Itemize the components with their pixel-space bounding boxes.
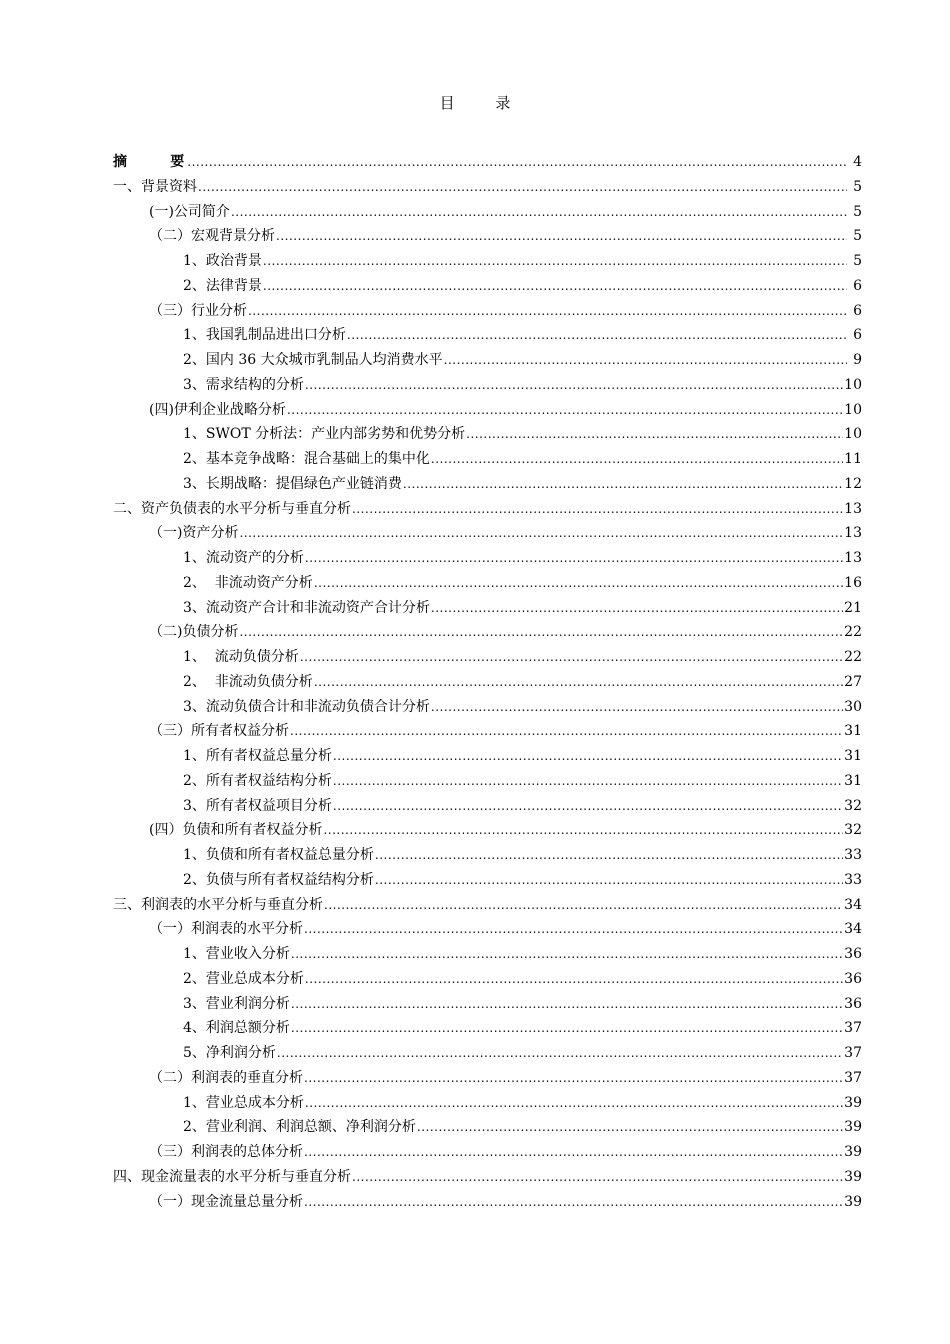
toc-entry-page-number: 13 xyxy=(844,550,862,566)
toc-entry[interactable] xyxy=(113,546,862,571)
toc-entry-label: (四）负债和所有者权益分析 xyxy=(149,822,323,839)
table-of-contents xyxy=(113,150,862,1214)
toc-entry-page-number: 21 xyxy=(844,599,862,616)
toc-dot-leader xyxy=(305,373,843,398)
toc-entry[interactable] xyxy=(113,794,862,819)
toc-entry-label: 1、政治背景 xyxy=(183,253,262,269)
toc-dot-leader xyxy=(304,1066,843,1091)
toc-entry-page-number: 27 xyxy=(844,673,862,690)
toc-dot-leader xyxy=(431,596,843,621)
toc-dot-leader xyxy=(291,942,843,967)
toc-dot-leader xyxy=(276,224,847,249)
toc-entry-label: 2、营业利润、利润总额、净利润分析 xyxy=(183,1119,416,1136)
toc-dot-leader xyxy=(263,249,847,274)
toc-entry-label: 2、基本竞争战略：混合基础上的集中化 xyxy=(183,451,430,467)
toc-dot-leader xyxy=(305,967,843,992)
toc-entry[interactable] xyxy=(113,620,862,645)
toc-entry-label: （二）宏观背景分析 xyxy=(149,228,275,245)
toc-entry[interactable] xyxy=(113,1115,862,1140)
toc-entry-label: 4、利润总额分析 xyxy=(183,1020,290,1037)
toc-entry-label: 2、负债与所有者权益结构分析 xyxy=(183,871,374,888)
toc-entry-label: （三）所有者权益分析 xyxy=(149,723,289,740)
toc-entry-page-number: 12 xyxy=(844,475,862,492)
toc-entry-label: （一)资产分析 xyxy=(149,525,239,542)
toc-dot-leader xyxy=(239,620,843,645)
toc-dot-leader xyxy=(375,868,843,893)
toc-entry-label: 1、营业收入分析 xyxy=(183,946,290,962)
toc-entry-label: 1、负债和所有者权益总量分析 xyxy=(183,847,374,863)
toc-entry-page-number: 34 xyxy=(844,921,862,938)
toc-entry-page-number: 5 xyxy=(853,253,862,269)
toc-entry[interactable] xyxy=(113,521,862,546)
toc-entry[interactable] xyxy=(113,249,862,274)
toc-entry-label: （二)负债分析 xyxy=(149,624,239,641)
toc-entry-page-number: 31 xyxy=(844,723,862,740)
toc-entry-page-number: 39 xyxy=(844,1119,862,1136)
toc-entry-page-number: 5 xyxy=(853,178,862,195)
toc-entry-page-number: 36 xyxy=(844,995,862,1012)
toc-entry[interactable] xyxy=(113,224,862,249)
toc-dot-leader xyxy=(300,645,843,670)
toc-dot-leader xyxy=(263,274,847,299)
toc-entry-page-number: 33 xyxy=(844,871,862,888)
toc-entry-label: 3、流动负债合计和非流动负债合计分析 xyxy=(183,698,430,715)
toc-entry-page-number: 10 xyxy=(844,426,862,443)
toc-entry-page-number: 37 xyxy=(844,1045,862,1061)
toc-entry-label: （一）利润表的水平分析 xyxy=(149,921,303,938)
toc-dot-leader xyxy=(444,348,847,373)
toc-entry-page-number: 32 xyxy=(844,822,862,839)
toc-entry-page-number: 5 xyxy=(853,203,862,220)
toc-entry-label: 3、需求结构的分析 xyxy=(183,376,304,393)
toc-entry[interactable] xyxy=(113,695,862,720)
toc-entry[interactable] xyxy=(113,323,862,348)
toc-entry-label: (一)公司简介 xyxy=(149,203,230,220)
toc-entry-page-number: 10 xyxy=(844,376,862,393)
toc-entry-page-number: 32 xyxy=(844,797,862,814)
toc-dot-leader xyxy=(231,200,847,225)
toc-entry-page-number: 39 xyxy=(844,1144,862,1160)
toc-dot-leader xyxy=(304,917,843,942)
toc-entry[interactable] xyxy=(113,942,862,967)
toc-entry-label: 1、营业总成本分析 xyxy=(183,1094,304,1111)
toc-entry-label: 2、所有者权益结构分析 xyxy=(183,772,332,789)
toc-entry-label: (四)伊利企业战略分析 xyxy=(149,401,286,418)
toc-dot-leader xyxy=(323,818,843,843)
toc-entry-page-number: 36 xyxy=(844,970,862,987)
toc-entry-page-number: 13 xyxy=(844,525,862,542)
toc-entry[interactable] xyxy=(113,1091,862,1116)
toc-entry-label: （三）行业分析 xyxy=(149,302,247,319)
toc-entry-page-number: 30 xyxy=(844,698,862,715)
toc-dot-leader xyxy=(290,719,843,744)
toc-dot-leader xyxy=(352,497,843,522)
toc-entry[interactable] xyxy=(113,670,862,695)
toc-entry[interactable] xyxy=(113,373,862,398)
toc-entry[interactable] xyxy=(113,299,862,324)
toc-entry-label: 1、我国乳制品进出口分析 xyxy=(183,327,346,344)
toc-dot-leader xyxy=(305,546,843,571)
toc-entry[interactable] xyxy=(113,596,862,621)
toc-entry-page-number: 9 xyxy=(853,352,862,368)
toc-entry-label: 3、营业利润分析 xyxy=(183,995,290,1012)
toc-entry-label: 2、 非流动资产分析 xyxy=(183,574,313,591)
toc-dot-leader xyxy=(417,1115,843,1140)
toc-dot-leader xyxy=(431,447,843,472)
toc-entry-page-number: 31 xyxy=(844,772,862,789)
toc-dot-leader xyxy=(304,1190,843,1215)
toc-entry[interactable] xyxy=(113,1016,862,1041)
toc-entry[interactable] xyxy=(113,175,862,200)
toc-dot-leader xyxy=(287,398,843,423)
toc-entry[interactable] xyxy=(113,472,862,497)
toc-entry-label: 2、营业总成本分析 xyxy=(183,970,304,987)
toc-dot-leader xyxy=(352,1165,843,1190)
toc-entry-page-number: 31 xyxy=(844,748,862,764)
toc-entry-label: 3、长期战略：提倡绿色产业链消费 xyxy=(183,475,402,492)
toc-entry-page-number: 39 xyxy=(844,1168,862,1185)
toc-entry-page-number: 11 xyxy=(844,451,862,467)
toc-entry-page-number: 39 xyxy=(844,1094,862,1111)
toc-dot-leader xyxy=(187,150,847,175)
toc-dot-leader xyxy=(277,1041,843,1066)
toc-entry-label: 3、所有者权益项目分析 xyxy=(183,797,332,814)
toc-entry[interactable] xyxy=(113,447,862,472)
page-title: 目 录 xyxy=(439,94,529,112)
toc-entry-label: 2、法律背景 xyxy=(183,277,262,294)
toc-entry-page-number: 34 xyxy=(844,896,862,913)
toc-entry[interactable] xyxy=(113,1165,862,1190)
toc-entry-label: 摘 要 xyxy=(113,154,187,170)
toc-entry[interactable] xyxy=(113,769,862,794)
toc-entry-label: 1、 流动负债分析 xyxy=(183,649,299,665)
toc-entry-label: 3、流动资产合计和非流动资产合计分析 xyxy=(183,599,430,616)
toc-entry-page-number: 22 xyxy=(844,624,862,641)
toc-entry-page-number: 4 xyxy=(853,154,862,170)
toc-entry-page-number: 5 xyxy=(853,228,862,245)
toc-entry-label: 1、SWOT 分析法：产业内部劣势和优势分析 xyxy=(183,426,466,443)
toc-entry-label: 2、国内 36 大众城市乳制品人均消费水平 xyxy=(183,352,443,368)
toc-dot-leader xyxy=(347,323,847,348)
toc-entry-page-number: 39 xyxy=(844,1193,862,1210)
toc-entry-page-number: 37 xyxy=(844,1069,862,1086)
toc-entry[interactable] xyxy=(113,818,862,843)
toc-dot-leader xyxy=(291,992,843,1017)
toc-entry-page-number: 6 xyxy=(853,302,862,319)
toc-dot-leader xyxy=(324,893,843,918)
toc-entry-page-number: 16 xyxy=(844,574,862,591)
toc-entry[interactable] xyxy=(113,200,862,225)
toc-entry[interactable] xyxy=(113,274,862,299)
toc-dot-leader xyxy=(466,422,843,447)
toc-entry[interactable] xyxy=(113,1041,862,1066)
toc-entry-label: 一、背景资料 xyxy=(113,178,197,195)
toc-entry[interactable] xyxy=(113,422,862,447)
toc-entry-page-number: 22 xyxy=(844,649,862,665)
toc-entry[interactable] xyxy=(113,571,862,596)
toc-entry[interactable] xyxy=(113,1190,862,1215)
toc-dot-leader xyxy=(375,843,843,868)
toc-entry-page-number: 6 xyxy=(853,327,862,344)
toc-entry-page-number: 10 xyxy=(844,401,862,418)
toc-entry-label: （二）利润表的垂直分析 xyxy=(149,1069,303,1086)
toc-entry-page-number: 13 xyxy=(844,500,862,517)
toc-entry-label: 2、 非流动负债分析 xyxy=(183,673,313,690)
toc-entry[interactable] xyxy=(113,150,862,175)
toc-entry[interactable] xyxy=(113,967,862,992)
toc-entry-page-number: 33 xyxy=(844,847,862,863)
toc-entry[interactable] xyxy=(113,744,862,769)
toc-dot-leader xyxy=(304,1140,843,1165)
toc-dot-leader xyxy=(198,175,847,200)
toc-entry-label: （一）现金流量总量分析 xyxy=(149,1193,303,1210)
toc-entry[interactable] xyxy=(113,868,862,893)
toc-entry[interactable] xyxy=(113,348,862,373)
toc-dot-leader xyxy=(431,695,843,720)
toc-entry-label: 四、现金流量表的水平分析与垂直分析 xyxy=(113,1168,351,1185)
toc-entry[interactable] xyxy=(113,917,862,942)
toc-dot-leader xyxy=(333,794,843,819)
toc-dot-leader xyxy=(314,571,843,596)
toc-entry[interactable] xyxy=(113,893,862,918)
toc-entry[interactable] xyxy=(113,645,862,670)
toc-entry-label: 二、资产负债表的水平分析与垂直分析 xyxy=(113,500,351,517)
toc-dot-leader xyxy=(248,299,847,324)
toc-entry-page-number: 37 xyxy=(844,1020,862,1037)
toc-entry-label: （三）利润表的总体分析 xyxy=(149,1144,303,1160)
toc-entry-label: 三、利润表的水平分析与垂直分析 xyxy=(113,896,323,913)
toc-dot-leader xyxy=(314,670,843,695)
toc-entry[interactable] xyxy=(113,398,862,423)
toc-dot-leader xyxy=(305,1091,843,1116)
toc-entry[interactable] xyxy=(113,719,862,744)
toc-entry[interactable] xyxy=(113,497,862,522)
toc-entry[interactable] xyxy=(113,843,862,868)
toc-entry[interactable] xyxy=(113,992,862,1017)
toc-entry-label: 1、流动资产的分析 xyxy=(183,550,304,566)
toc-dot-leader xyxy=(403,472,843,497)
toc-dot-leader xyxy=(333,744,843,769)
toc-dot-leader xyxy=(291,1016,843,1041)
toc-dot-leader xyxy=(333,769,843,794)
toc-entry-page-number: 36 xyxy=(844,946,862,962)
toc-entry-page-number: 6 xyxy=(853,277,862,294)
toc-entry-label: 1、所有者权益总量分析 xyxy=(183,748,332,764)
toc-dot-leader xyxy=(239,521,843,546)
toc-entry[interactable] xyxy=(113,1140,862,1165)
toc-entry-label: 5、净利润分析 xyxy=(183,1045,276,1061)
toc-entry[interactable] xyxy=(113,1066,862,1091)
